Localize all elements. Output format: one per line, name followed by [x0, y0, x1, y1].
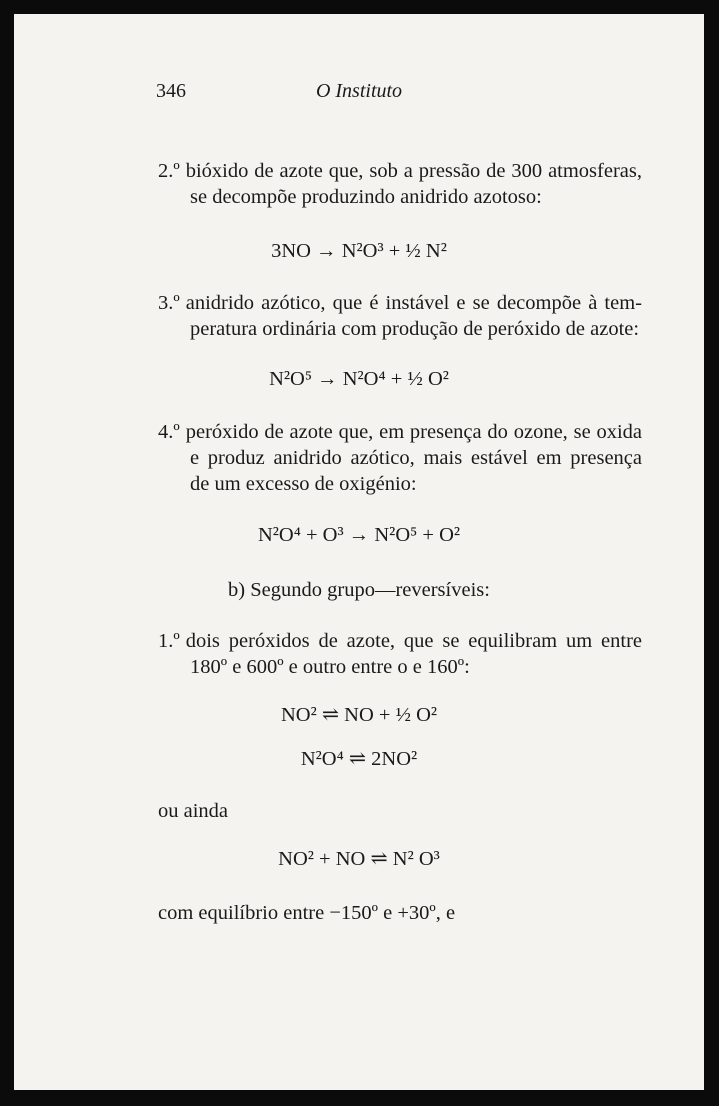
- equation-3: N²O⁴ + O³ → N²O⁵ + O²: [257, 524, 461, 546]
- item-4-line-3: de um excesso de oxigénio:: [190, 473, 417, 495]
- page-header: [14, 80, 704, 110]
- item-3-line-1: [158, 290, 642, 316]
- book-page: [14, 14, 704, 1090]
- equation-2: N²O⁵ → N²O⁴ + ½ O²: [269, 368, 449, 390]
- item-text: dois peróxidos de azote, que se equilibram um entre: [185, 630, 642, 652]
- equation-6: NO² + NO ⇌ N² O³: [278, 848, 440, 870]
- item-1-line-1: [158, 628, 642, 654]
- section-heading: b) Segundo grupo—reversíveis:: [228, 579, 490, 601]
- item-text: peróxido de azote que, em presença do ozone, se oxida: [185, 421, 642, 443]
- ou-ainda: ou ainda: [158, 800, 229, 822]
- item-text: anidrido azótico, que é instável e se decompõe à tem-: [185, 292, 642, 314]
- running-title: O Instituto: [315, 80, 403, 102]
- item-2-line-1: [158, 158, 642, 184]
- equation-1: 3NO → N²O³ + ½ N²: [271, 240, 447, 262]
- item-4-line-1: [158, 419, 642, 445]
- item-number: 2.º: [158, 160, 180, 182]
- item-3-line-2: peratura ordinária com produção de peróxido de azote:: [190, 318, 640, 340]
- item-number: 4.º: [158, 421, 180, 443]
- item-text: bióxido de azote que, sob a pressão de 300 atmosferas,: [185, 160, 642, 182]
- item-1-line-2: 180º e 600º e outro entre o e 160º:: [190, 656, 470, 678]
- equation-4: NO² ⇌ NO + ½ O²: [280, 704, 438, 726]
- last-line: com equilíbrio entre −150º e +30º, e: [158, 902, 456, 924]
- page-number: 346: [156, 80, 186, 102]
- equation-5: N²O⁴ ⇌ 2NO²: [300, 748, 418, 770]
- item-number: 3.º: [158, 292, 180, 314]
- item-2-line-2: se decompõe produzindo anidrido azotoso:: [190, 186, 542, 208]
- item-number: 1.º: [158, 630, 180, 652]
- item-4-line-2: e produz anidrido azótico, mais estável em presença: [190, 447, 642, 469]
